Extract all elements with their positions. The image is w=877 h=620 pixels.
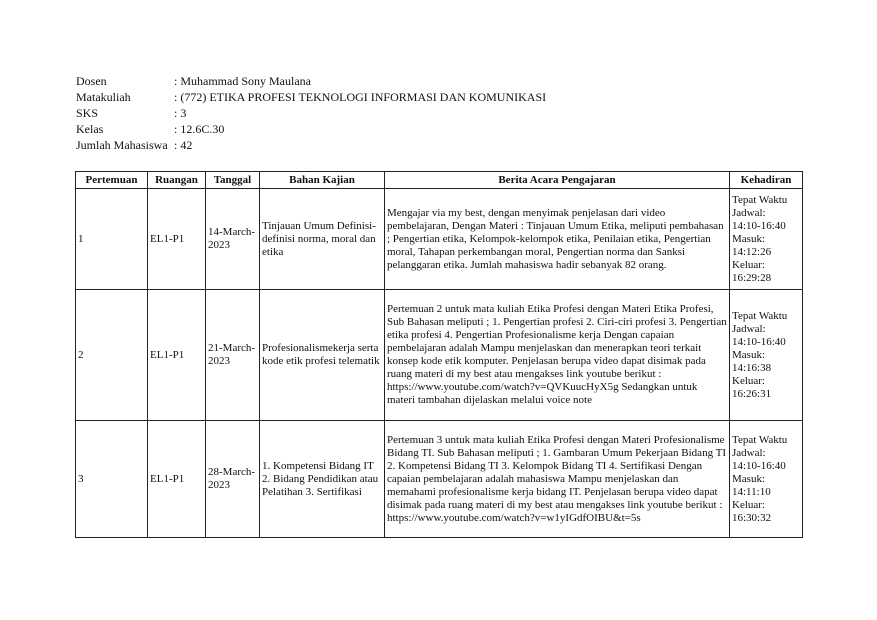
- dosen-label: Dosen: [76, 74, 107, 88]
- cell-ruangan: EL1-P1: [148, 290, 206, 421]
- teaching-report-table: [75, 171, 803, 538]
- schedule-label: Jadwal:: [732, 446, 766, 459]
- check-in-label: Masuk:: [732, 232, 765, 245]
- check-in-value: 14:12:26: [732, 245, 772, 258]
- schedule-value: 14:10-16:40: [732, 335, 786, 348]
- table-row: [76, 189, 803, 290]
- schedule-value: 14:10-16:40: [732, 459, 786, 472]
- matakuliah-label: Matakuliah: [76, 90, 131, 104]
- check-in-value: 14:11:10: [732, 485, 771, 498]
- cell-berita-acara: Mengajar via my best, dengan menyimak penjelasan dari video pembelajaran, Dengan Materi : Tinjauan Umum Etika, meliputi pembahasan ; Pengertian etika, Kelompok-kelompok etika, Penilaian etika, Pengertian moral, Tahapan perkembangan moral, Pengertian norma dan Sanksi pelanggaran etika. Jumlah mahasiswa hadir sebanyak 82 orang.: [385, 189, 730, 290]
- col-header-kehadiran: Kehadiran: [730, 172, 803, 189]
- kelas-label: Kelas: [76, 122, 104, 136]
- attendance-status: Tepat Waktu: [732, 193, 788, 206]
- header-row-jumlah: [76, 137, 546, 153]
- matakuliah-value: : (772) ETIKA PROFESI TEKNOLOGI INFORMASI DAN KOMUNIKASI: [174, 90, 547, 104]
- schedule-value: 14:10-16:40: [732, 219, 786, 232]
- check-out-label: Keluar:: [732, 258, 765, 271]
- cell-pertemuan: 1: [76, 189, 148, 290]
- cell-pertemuan: 3: [76, 421, 148, 538]
- cell-bahan-kajian: 1. Kompetensi Bidang IT 2. Bidang Pendidikan atau Pelatihan 3. Sertifikasi: [260, 421, 385, 538]
- cell-tanggal: 28-March-2023: [206, 421, 260, 538]
- cell-pertemuan: 2: [76, 290, 148, 421]
- cell-ruangan: EL1-P1: [148, 189, 206, 290]
- jumlah-mahasiswa-label: Jumlah Mahasiswa: [76, 138, 168, 152]
- header-row-sks: [76, 105, 546, 121]
- check-out-value: 16:30:32: [732, 511, 772, 524]
- col-header-ruangan: Ruangan: [148, 172, 206, 189]
- dosen-value: : Muhammad Sony Maulana: [174, 74, 311, 88]
- cell-kehadiran: [730, 189, 803, 290]
- col-header-pertemuan: Pertemuan: [76, 172, 148, 189]
- cell-berita-acara: Pertemuan 3 untuk mata kuliah Etika Profesi dengan Materi Profesionalisme Bidang TI. Sub Bahasan meliputi ; 1. Gambaran Umum Pekerjaan Bidang TI 2. Kompetensi Bidang TI 3. Kelompok Bidang TI 4. Sertifikasi Dengan capaian pembelajaran adalah mahasiswa Mampu menjelaskan dan memahami profesionalisme kerja bidang IT. Penjelasan berupa video dapat disimak pada ruang materi di my best atau mengakses link youtube berikut : https://www.youtube.com/watch?v=w1yIGdfOIBU&t=5s: [385, 421, 730, 538]
- cell-bahan-kajian: Profesionalismekerja serta kode etik profesi telematik: [260, 290, 385, 421]
- cell-bahan-kajian: Tinjauan Umum Definisi-definisi norma, moral dan etika: [260, 189, 385, 290]
- col-header-bahan-kajian: Bahan Kajian: [260, 172, 385, 189]
- cell-tanggal: 14-March-2023: [206, 189, 260, 290]
- table-header-row: [76, 172, 803, 189]
- header-row-dosen: [76, 73, 546, 89]
- check-in-label: Masuk:: [732, 472, 765, 485]
- col-header-berita-acara: Berita Acara Pengajaran: [385, 172, 730, 189]
- schedule-label: Jadwal:: [732, 206, 766, 219]
- table-row: [76, 421, 803, 538]
- check-in-label: Masuk:: [732, 348, 765, 361]
- cell-kehadiran: [730, 290, 803, 421]
- cell-ruangan: EL1-P1: [148, 421, 206, 538]
- cell-kehadiran: [730, 421, 803, 538]
- check-out-label: Keluar:: [732, 374, 765, 387]
- jumlah-mahasiswa-value: : 42: [174, 138, 193, 152]
- header-row-kelas: [76, 121, 546, 137]
- header-row-matakuliah: [76, 89, 546, 105]
- schedule-label: Jadwal:: [732, 322, 766, 335]
- cell-tanggal: 21-March-2023: [206, 290, 260, 421]
- check-out-label: Keluar:: [732, 498, 765, 511]
- col-header-tanggal: Tanggal: [206, 172, 260, 189]
- course-header: [76, 73, 546, 153]
- check-out-value: 16:26:31: [732, 387, 772, 400]
- check-out-value: 16:29:28: [732, 271, 772, 284]
- cell-berita-acara: Pertemuan 2 untuk mata kuliah Etika Profesi dengan Materi Etika Profesi, Sub Bahasan meliputi ; 1. Pengertian profesi 2. Ciri-ciri profesi 3. Pengertian etika profesi 4. Pengertian Profesionalisme kerja Dengan capaian pembelajaran adalah Mampu menjelaskan dan menerapkan teori terkait konsep kode etik komputer. Penjelasan berupa video dapat disimak pada ruang materi di my best atau mengakses link youtube berikut : https://www.youtube.com/watch?v=QVKuucHyX5g Sedangkan untuk materi tambahan dijelaskan melalui voice note: [385, 290, 730, 421]
- table-row: [76, 290, 803, 421]
- kelas-value: : 12.6C.30: [174, 122, 225, 136]
- attendance-status: Tepat Waktu: [732, 433, 788, 446]
- sks-label: SKS: [76, 106, 99, 120]
- check-in-value: 14:16:38: [732, 361, 772, 374]
- attendance-status: Tepat Waktu: [732, 309, 788, 322]
- sks-value: : 3: [174, 106, 187, 120]
